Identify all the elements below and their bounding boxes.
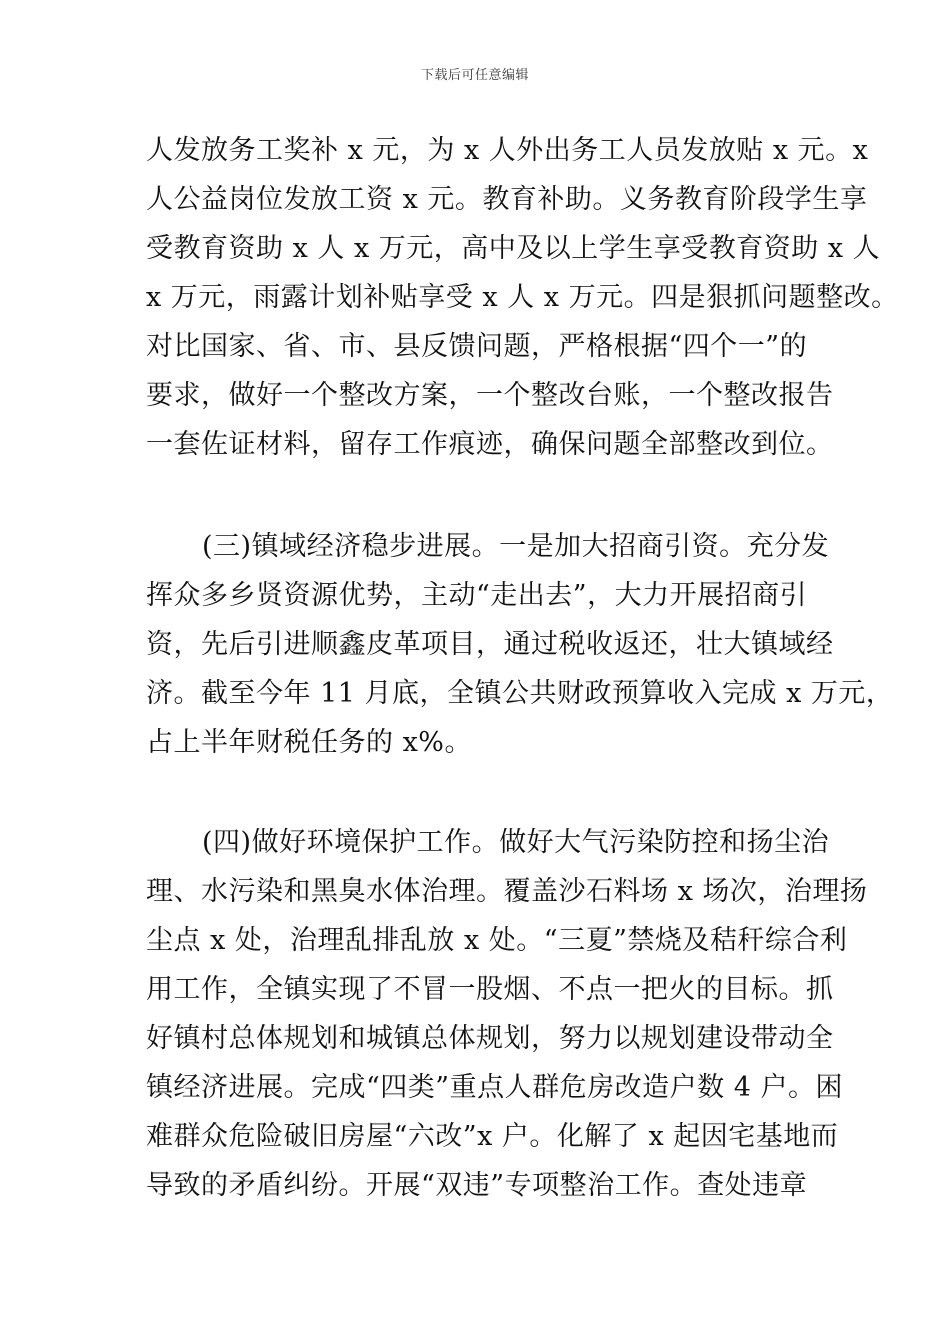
text-line: 好镇村总体规划和城镇总体规划，努力以规划建设带动全 xyxy=(146,1023,834,1054)
text-line: 要求，做好一个整改方案，一个整改台账，一个整改报告 xyxy=(146,380,834,411)
text-line: 济。截至今年 11 月底，全镇公共财政预算收入完成 x 万元， xyxy=(146,678,894,709)
text-line: 理、水污染和黑臭水体治理。覆盖沙石料场 x 场次，治理扬 xyxy=(146,876,868,907)
text-line: (三)镇域经济稳步进展。一是加大招商引资。充分发 xyxy=(202,531,830,562)
text-line: 难群众危险破旧房屋“六改”x 户。化解了 x 起因宅基地而 xyxy=(146,1121,839,1152)
text-line: 用工作，全镇实现了不冒一股烟、不点一把火的目标。抓 xyxy=(146,974,834,1005)
text-line: (四)做好环境保护工作。做好大气污染防控和扬尘治 xyxy=(202,827,830,858)
text-line: 人公益岗位发放工资 x 元。教育补助。义务教育阶段学生享 xyxy=(146,184,868,215)
text-line: 占上半年财税任务的 x%。 xyxy=(146,727,472,758)
text-line: 一套佐证材料，留存工作痕迹，确保问题全部整改到位。 xyxy=(146,429,834,460)
text-line: 对比国家、省、市、县反馈问题，严格根据“四个一”的 xyxy=(146,331,808,362)
header-note: 下载后可任意编辑 xyxy=(420,68,529,83)
text-line: 镇经济进展。完成“四类”重点人群危房改造户数 4 户。困 xyxy=(146,1072,843,1103)
text-line: 资，先后引进顺鑫皮革项目，通过税收返还，壮大镇域经 xyxy=(146,629,834,660)
text-line: 受教育资助 x 人 x 万元，高中及以上学生享受教育资助 x 人 xyxy=(146,233,881,264)
text-line: 尘点 x 处，治理乱排乱放 x 处。“三夏”禁烧及秸秆综合利 xyxy=(146,925,848,956)
text-line: 人发放务工奖补 x 元，为 x 人外出务工人员发放贴 x 元。x xyxy=(146,135,869,166)
text-line: 挥众多乡贤资源优势，主动“走出去”，大力开展招商引 xyxy=(146,580,808,611)
text-line: 导致的矛盾纠纷。开展“双违”专项整治工作。查处违章 xyxy=(146,1170,808,1201)
text-line: x 万元，雨露计划补贴享受 x 人 x 万元。四是狠抓问题整改。 xyxy=(146,282,899,313)
